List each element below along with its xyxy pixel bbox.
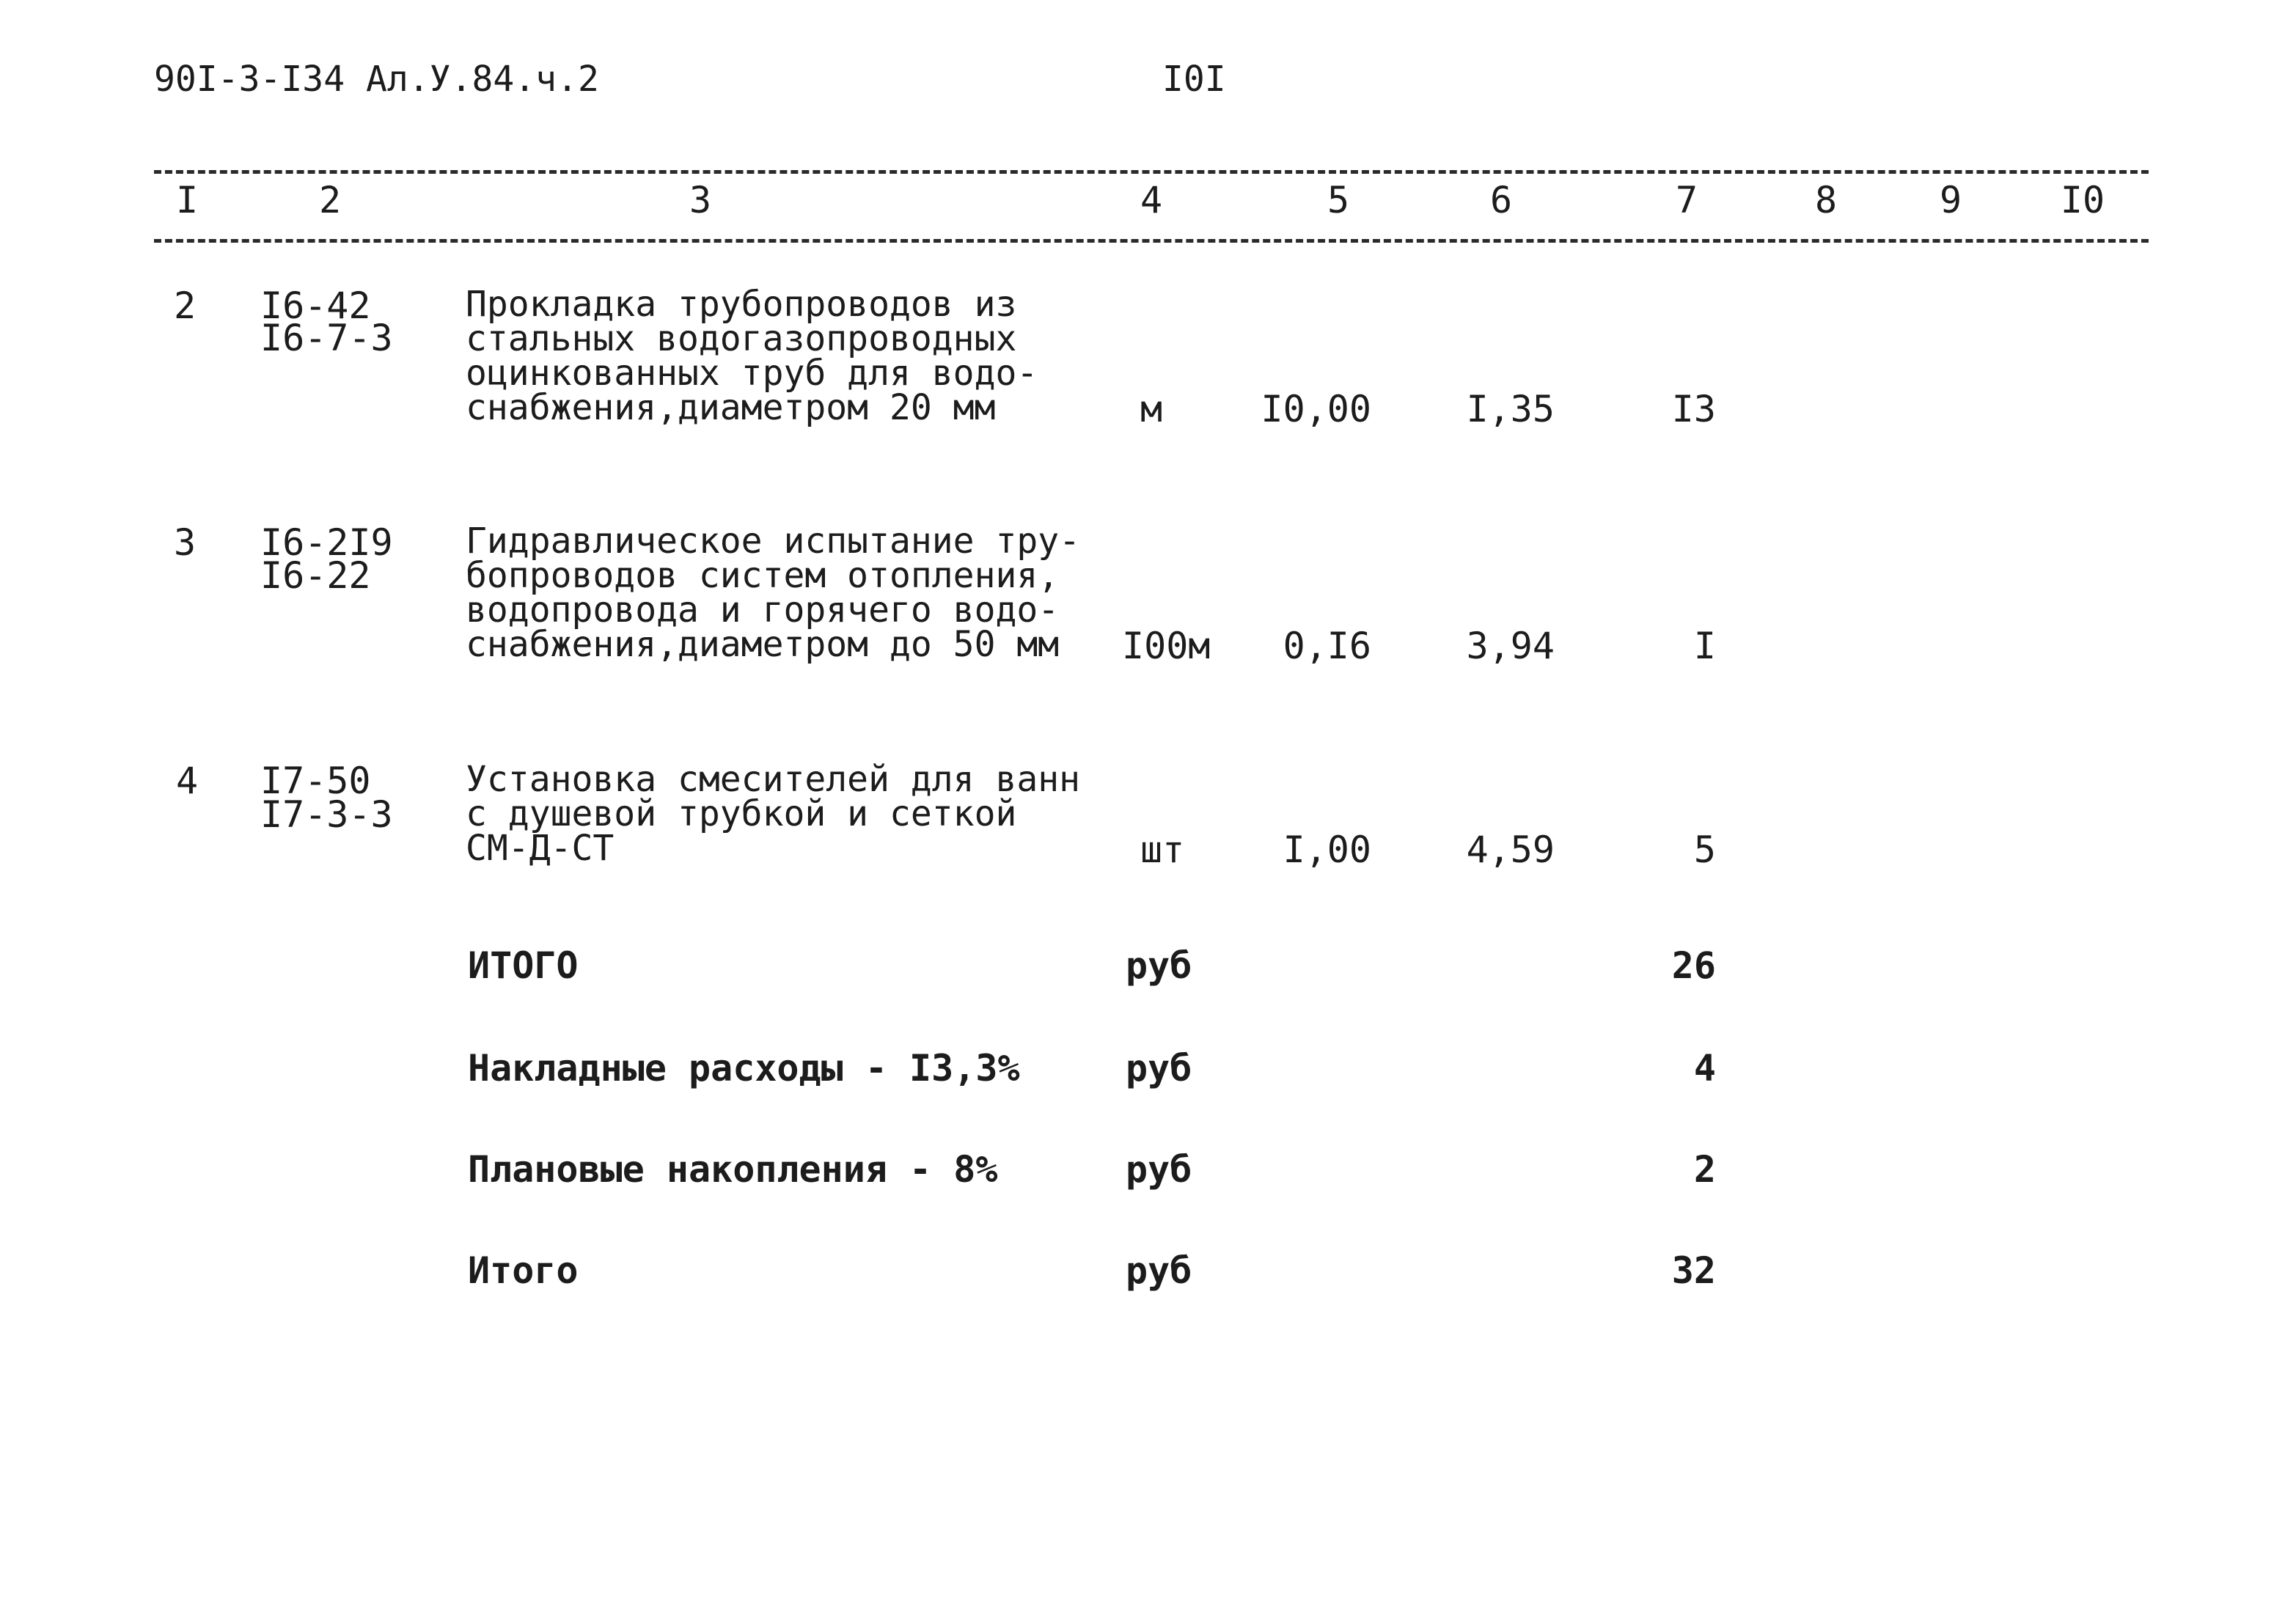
column-header-9: 9	[1939, 179, 1962, 221]
summary-total: 4	[1693, 1047, 1716, 1090]
row-unit: шт	[1140, 828, 1185, 871]
row-description-line: оцинкованных труб для водо-	[466, 353, 1038, 394]
column-header-2: 2	[318, 179, 342, 221]
row-price: 4,59	[1466, 828, 1555, 871]
row-description-line: бопроводов систем отопления,	[466, 555, 1060, 596]
summary-total: 2	[1693, 1148, 1716, 1191]
summary-unit: руб	[1126, 944, 1192, 987]
row-price: 3,94	[1466, 625, 1555, 667]
summary-unit: руб	[1126, 1148, 1192, 1191]
column-header-7: 7	[1675, 179, 1698, 221]
column-header-4: 4	[1140, 179, 1163, 221]
row-total: I3	[1671, 388, 1716, 430]
column-header-8: 8	[1814, 179, 1838, 221]
row-number: 4	[176, 760, 199, 802]
row-quantity: I,00	[1283, 828, 1371, 871]
document-code: 90I-3-I34 Ал.У.84.ч.2	[154, 59, 599, 100]
row-code: I6-22	[260, 554, 371, 597]
row-unit: м	[1140, 388, 1163, 430]
row-description-line: Установка смесителей для ванн	[466, 759, 1081, 800]
summary-label: Накладные расходы - I3,3%	[468, 1047, 1020, 1090]
summary-label: Плановые накопления - 8%	[468, 1148, 998, 1191]
row-description-line: с душевой трубкой и сеткой	[466, 793, 1017, 834]
page-number: I0I	[1162, 59, 1226, 100]
header-bottom-rule	[154, 239, 2149, 243]
summary-total: 32	[1671, 1249, 1716, 1292]
column-header-10: I0	[2060, 179, 2105, 221]
column-header-3: 3	[689, 179, 712, 221]
summary-label: Итого	[468, 1249, 579, 1292]
header-top-rule	[154, 170, 2149, 174]
row-number: 2	[174, 284, 197, 327]
summary-label: ИТОГО	[468, 944, 579, 987]
row-description-line: снабжения,диаметром 20 мм	[466, 387, 996, 428]
row-quantity: 0,I6	[1283, 625, 1371, 667]
row-code: I7-50	[260, 760, 371, 802]
row-number: 3	[174, 521, 197, 564]
row-price: I,35	[1466, 388, 1555, 430]
row-description-line: Прокладка трубопроводов из	[466, 284, 1017, 325]
row-description-line: Гидравлическое испытание тру-	[466, 521, 1081, 562]
row-code: I6-7-3	[260, 317, 393, 359]
column-header-5: 5	[1327, 179, 1350, 221]
row-code: I6-2I9	[260, 521, 393, 564]
summary-unit: руб	[1126, 1047, 1192, 1090]
row-description-line: СМ-Д-СТ	[466, 828, 615, 869]
summary-total: 26	[1671, 944, 1716, 987]
row-quantity: I0,00	[1261, 388, 1371, 430]
row-code: I7-3-3	[260, 793, 393, 836]
row-description-line: водопровода и горячего водо-	[466, 589, 1060, 631]
column-header-6: 6	[1489, 179, 1513, 221]
summary-unit: руб	[1126, 1249, 1192, 1292]
row-total: I	[1693, 625, 1716, 667]
row-total: 5	[1693, 828, 1716, 871]
row-description-line: снабжения,диаметром до 50 мм	[466, 624, 1060, 665]
row-description-line: стальных водогазопроводных	[466, 318, 1017, 359]
row-unit: I00м	[1122, 625, 1211, 667]
column-header-1: I	[175, 179, 199, 221]
row-code: I6-42	[260, 284, 371, 327]
